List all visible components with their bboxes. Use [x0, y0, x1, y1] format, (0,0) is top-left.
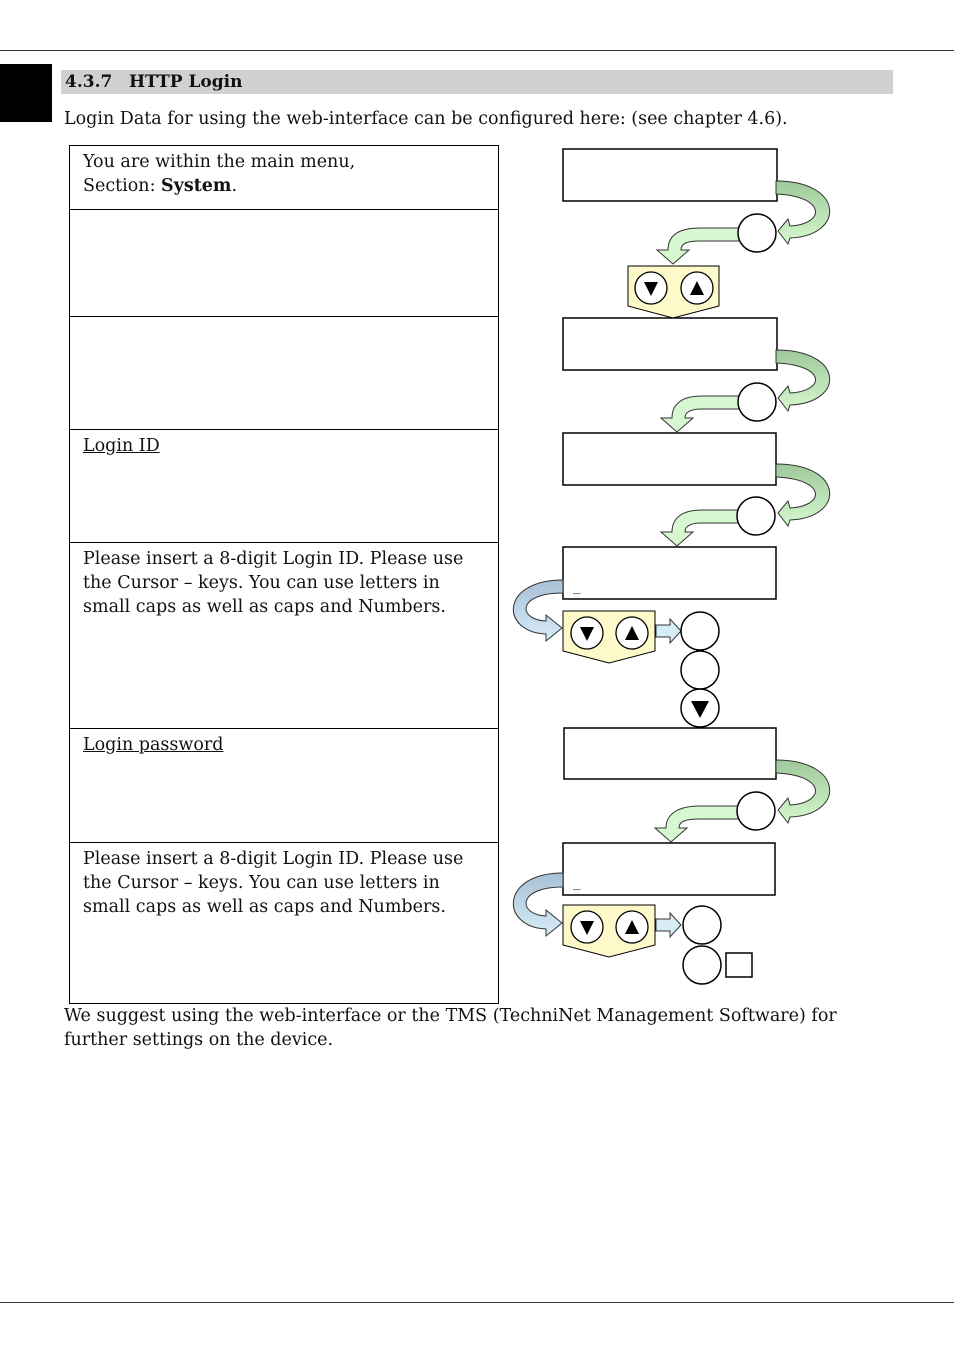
footer-paragraph: We suggest using the web-interface or the TMS (TechniNet Management Software) for further settings on the device. — [64, 1006, 837, 1050]
display-box-2 — [563, 318, 777, 370]
enter-arrow-icon — [656, 619, 681, 643]
ok-button-icon — [681, 651, 719, 689]
intro-paragraph: Login Data for using the web-interface can be configured here: (see chapter 4.6). — [64, 109, 788, 129]
down-arrow-green-3 — [661, 510, 740, 546]
step-6-label-login-password: Login password — [83, 735, 224, 755]
ok-button-icon — [681, 612, 719, 650]
ok-button-icon — [738, 214, 776, 252]
ok-button-icon — [737, 792, 775, 830]
ok-button-icon — [683, 906, 721, 944]
section-title: HTTP Login — [129, 72, 243, 92]
cursor-indicator-2: _ — [573, 876, 581, 891]
step-1-line-2: Section: System. — [83, 176, 238, 196]
display-box-3 — [563, 433, 776, 485]
step-5-text: Please insert a 8-digit Login ID. Please use the Cursor – keys. You can use letters in small caps as well as caps and Numbers. — [83, 549, 464, 617]
step-1-line-1: You are within the main menu, — [83, 152, 356, 172]
down-arrow-green-2 — [661, 396, 740, 432]
curved-arrow-right-2 — [776, 350, 830, 411]
enter-arrow-icon — [656, 913, 681, 937]
display-box-5 — [564, 728, 776, 779]
cursor-keypad-3 — [563, 905, 655, 957]
cursor-keypad-1 — [628, 266, 719, 318]
display-box-1 — [563, 149, 777, 201]
section-name-system: System — [161, 176, 232, 196]
cursor-keypad-2 — [563, 611, 655, 663]
curved-arrow-right-3 — [776, 464, 830, 526]
ok-button-icon — [738, 383, 776, 421]
curved-arrow-right-4 — [776, 760, 830, 823]
display-box-6 — [563, 843, 775, 895]
display-box-4 — [563, 547, 776, 599]
section-number: 4.3.7 — [65, 72, 113, 92]
ok-button-icon — [683, 946, 721, 984]
stop-square-icon — [726, 953, 752, 977]
down-arrow-green-1 — [657, 228, 740, 264]
ok-button-icon — [737, 497, 775, 535]
cursor-indicator-1: _ — [573, 580, 581, 595]
step-4-label-login-id: Login ID — [83, 436, 160, 456]
step-7-text: Please insert a 8-digit Login ID. Please use the Cursor – keys. You can use letters in small caps as well as caps and Numbers. — [83, 849, 464, 917]
curved-arrow-right-1 — [776, 181, 830, 244]
curved-arrow-left-blue-2 — [513, 873, 563, 936]
curved-arrow-left-blue-1 — [513, 580, 563, 641]
down-arrow-green-4 — [655, 806, 740, 842]
